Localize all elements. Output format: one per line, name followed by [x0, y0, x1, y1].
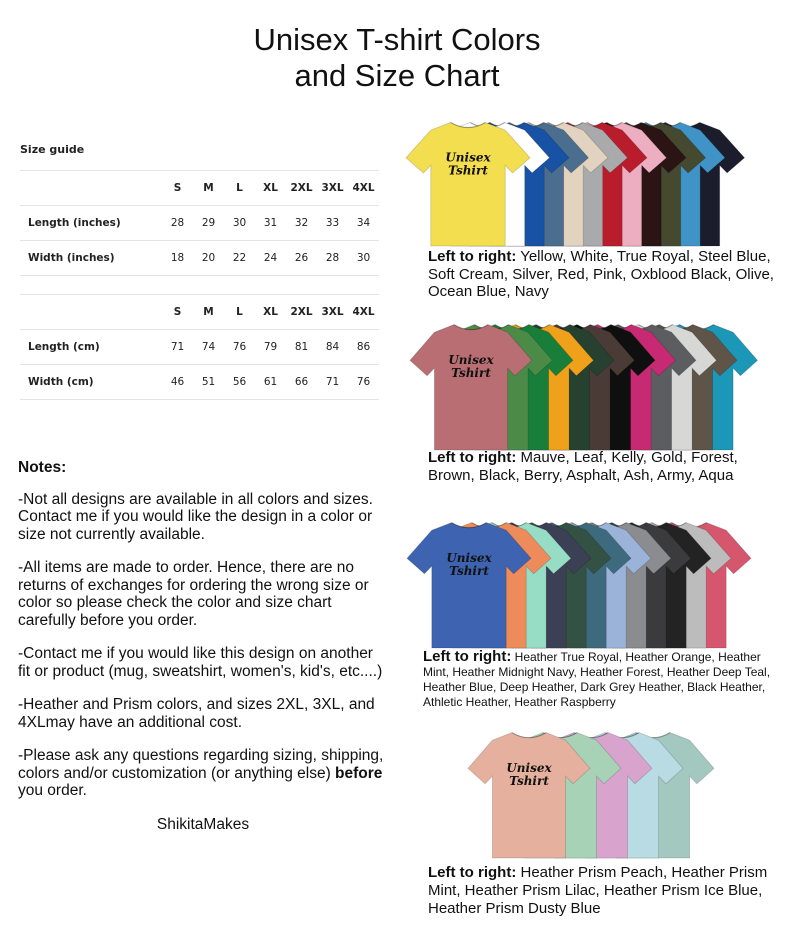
caption-colors: Mauve, Leaf, Kelly, Gold, Forest, Brown, Black, Berry, Asphalt, Ash, Army, Aqua: [428, 449, 738, 484]
shirt-group-classic-svg: [408, 320, 794, 452]
shirt-print-text: Tshirt: [448, 163, 488, 178]
row-label: Width (inches): [20, 241, 162, 276]
table-cell: 22: [224, 241, 255, 276]
shirt-print-text: Unisex: [448, 353, 494, 368]
caption-colors: Heather True Royal, Heather Orange, Heather Mint, Heather Midnight Navy, Heather Forest, Heather Deep Teal, Heather Blue, Deep Heather, Dark Grey Heather, Black Heather, Athletic Heather, Heather Raspberry: [423, 650, 771, 709]
caption-colors: Yellow, White, True Royal, Steel Blue, Soft Cream, Silver, Red, Pink, Oxblood Black, Olive, Ocean Blue, Navy: [428, 248, 774, 300]
shirt-print-text: Tshirt: [449, 564, 489, 579]
size-guide-label: Size guide: [20, 143, 85, 156]
caption-classic: [428, 449, 768, 485]
shirt-print-text: Unisex: [506, 761, 552, 776]
table-cell: 56: [224, 365, 255, 400]
size-table-cm: [20, 294, 379, 400]
note-questions-bold: before: [335, 764, 383, 782]
size-header-row: [20, 171, 379, 206]
table-cell: 84: [317, 330, 348, 365]
note-questions-end: you order.: [18, 782, 87, 799]
caption-lead: Left to right:: [423, 648, 512, 665]
size-col: S: [162, 171, 193, 206]
note-other-products: -Contact me if you would like this design on another fit or product (mug, sweatshirt, women's, kid's, etc....): [18, 645, 383, 680]
shop-signature: ShikitaMakes: [156, 815, 250, 833]
size-col: XL: [255, 171, 286, 206]
note-questions-text: -Please ask any questions regarding sizing, shipping, colors and/or customization (or anything else): [18, 747, 384, 782]
shirt-group-heather: [405, 518, 794, 650]
table-cell: 76: [348, 365, 379, 400]
table-cell: 61: [255, 365, 286, 400]
notes-heading: Notes:: [18, 459, 67, 476]
table-cell: 79: [255, 330, 286, 365]
table-cell: 76: [224, 330, 255, 365]
shirt-group-classic: [408, 320, 794, 452]
note-returns: -All items are made to order. Hence, there are no returns of exchanges for ordering the wrong size or color so please check the color and size chart carefully before you order.: [18, 559, 369, 629]
table-cell: 51: [193, 365, 224, 400]
caption-heather: [423, 649, 783, 710]
caption-colors: Heather Prism Peach, Heather Prism Mint, Heather Prism Lilac, Heather Prism Ice Blue, Heather Prism Dusty Blue: [428, 864, 768, 917]
table-cell: 86: [348, 330, 379, 365]
table-row: [20, 206, 379, 241]
size-col: L: [224, 295, 255, 330]
shirt-print-text: Tshirt: [509, 774, 549, 789]
shirt-group-prism: [466, 728, 736, 860]
note-questions: [18, 747, 388, 800]
size-col: XL: [255, 295, 286, 330]
table-cell: 28: [317, 241, 348, 276]
table-cell: 24: [255, 241, 286, 276]
note-availability: -Not all designs are available in all colors and sizes. Contact me if you would like the design in a color or size not currently available.: [18, 490, 373, 543]
shirt-print-text: Tshirt: [451, 366, 491, 381]
table-cell: 81: [286, 330, 317, 365]
table-cell: 29: [193, 206, 224, 241]
size-col: 2XL: [286, 171, 317, 206]
shirt-print-text: Unisex: [445, 150, 491, 165]
table-cell: 28: [162, 206, 193, 241]
caption-prism: [428, 864, 768, 918]
caption-solid: [428, 248, 778, 301]
table-cell: 46: [162, 365, 193, 400]
size-header-row: [20, 295, 379, 330]
table-cell: 71: [317, 365, 348, 400]
table-cell: 34: [348, 206, 379, 241]
shirt-group-prism-svg: [466, 728, 736, 860]
size-col: 4XL: [348, 171, 379, 206]
caption-lead: Left to right:: [428, 449, 517, 466]
table-cell: 20: [193, 241, 224, 276]
title-line-2: and Size Chart: [294, 58, 500, 93]
size-col: M: [193, 295, 224, 330]
table-row: [20, 330, 379, 365]
size-col: 4XL: [348, 295, 379, 330]
caption-lead: Left to right:: [428, 864, 517, 881]
row-label: Length (cm): [20, 330, 162, 365]
size-col: 3XL: [317, 171, 348, 206]
table-row: [20, 365, 379, 400]
table-cell: 30: [348, 241, 379, 276]
corner-cell: [20, 295, 162, 330]
shirt-group-solid-svg: [404, 118, 794, 248]
size-col: L: [224, 171, 255, 206]
shirt-print-text: Unisex: [446, 551, 492, 566]
table-cell: 71: [162, 330, 193, 365]
shirt-group-solid: [404, 118, 794, 248]
table-cell: 66: [286, 365, 317, 400]
size-table-inches: [20, 170, 379, 276]
notes-section: [18, 459, 388, 849]
size-col: 3XL: [317, 295, 348, 330]
table-row: [20, 241, 379, 276]
table-cell: 33: [317, 206, 348, 241]
table-cell: 32: [286, 206, 317, 241]
shirt-group-heather-svg: [405, 518, 794, 650]
corner-cell: [20, 171, 162, 206]
size-col: 2XL: [286, 295, 317, 330]
title-line-1: Unisex T-shirt Colors: [253, 22, 541, 57]
caption-lead: Left to right:: [428, 248, 517, 265]
row-label: Length (inches): [20, 206, 162, 241]
table-cell: 26: [286, 241, 317, 276]
note-additional-cost: -Heather and Prism colors, and sizes 2XL, 3XL, and 4XLmay have an additional cost.: [18, 696, 375, 731]
size-col: M: [193, 171, 224, 206]
size-col: S: [162, 295, 193, 330]
table-cell: 31: [255, 206, 286, 241]
row-label: Width (cm): [20, 365, 162, 400]
table-cell: 18: [162, 241, 193, 276]
table-cell: 74: [193, 330, 224, 365]
page-title: [0, 22, 794, 94]
table-cell: 30: [224, 206, 255, 241]
